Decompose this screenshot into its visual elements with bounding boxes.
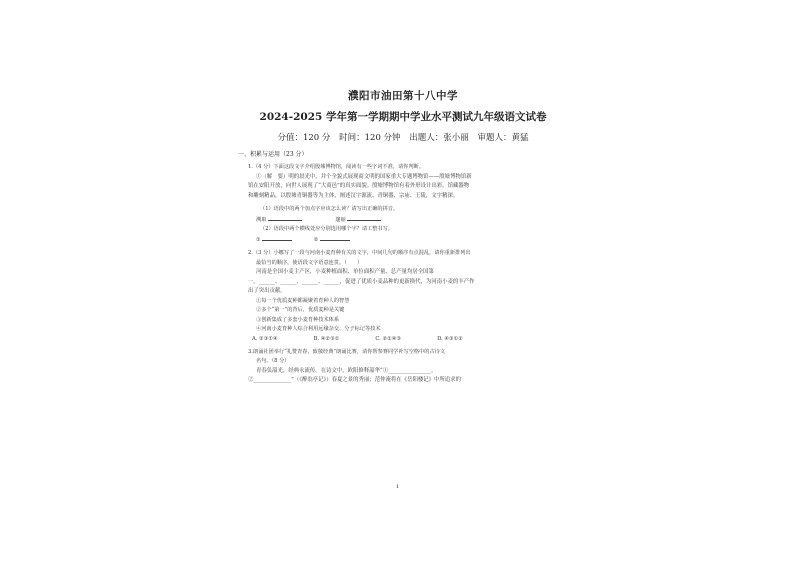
q1-para-line: 和雕刻精品，以殷墟青铜器等为主体，阐述汉字源流、青铜器、宗庙、王陵，文字精深。 (248, 192, 459, 199)
q2-para-line: 河南是全国小麦主产区，小麦种植面积、单位面积产量、总产量均居全国第 (256, 269, 434, 275)
q1-sub2: （2）语段中两个横线处应分别选用哪个字？请工整书写。 (260, 226, 393, 232)
q2-para-line: 出了突出贡献。 (248, 288, 286, 294)
option-b[interactable]: B. ④②③① (313, 335, 340, 342)
answer-label: ② (313, 236, 319, 243)
answer-label: ① (256, 236, 261, 243)
q2-para-line: 一。______、______、______、______，促进了优质小麦品种的更新换代，为河南小麦的丰产作 (248, 278, 475, 285)
reviewer-info: 审题人：黄猛 (477, 133, 529, 143)
q1-sub1-answers (248, 215, 558, 226)
answer-label: 溯取 (256, 216, 267, 223)
q2-item: ④河南小麦育种人综合利用远缘杂交、分子标记等技术 (256, 326, 381, 332)
answer-label: 邃丽 (335, 216, 346, 223)
q2-item: ①每一个优质麦种都凝聚着育种人的智慧 (256, 297, 350, 304)
answer-blank[interactable] (262, 235, 292, 241)
q3-stem-line: 3.朗诵社团举行“礼赞青春，致敬经典”朗诵比赛，请你帮参赛同学补写空格中的古诗文 (248, 348, 446, 355)
q1-para-line: ①（解 要）明的晨光中，并个全貌式展现商文明的国家重大专题博物馆——殷墟博物馆新 (256, 173, 472, 180)
q2-item: ③创新集成了多套小麦育种技术体系 (256, 316, 340, 323)
q2-options (248, 335, 558, 344)
option-d[interactable]: D. ④③①② (437, 335, 463, 342)
q1-sub1: （1）语段中的两个加点字应该怎么读？请写出正确的拼音。 (260, 206, 399, 212)
option-a[interactable]: A. ②③①④ (252, 335, 278, 342)
page-number: 1 (396, 484, 400, 490)
option-c[interactable]: C. ②①④③ (375, 335, 402, 342)
exam-title: 2024-2025 学年第一学期期中学业水平测试九年级语文试卷 (259, 111, 547, 123)
time-info: 时间：120 分钟 (339, 133, 401, 143)
score-info: 分值：120 分 (277, 133, 331, 143)
q2-stem-line: 2.（3 分）小娜写了一段与河南小麦育种有关的文字，中间几句的顺序有点混乱，请你重新排列出 (248, 250, 471, 256)
answer-blank[interactable] (320, 235, 350, 241)
q2-stem-line: 最恰当的顺序，使语段文字语意连贯。（ ） (256, 259, 363, 266)
exam-meta (248, 131, 558, 143)
q1-sub2-answers (248, 235, 558, 246)
answer-blank[interactable] (268, 215, 302, 221)
q3-para-line: 青春负韶光，经典永流传。在诗文中，欧阳修释韶华“①________________。 (256, 367, 437, 374)
q3-para-line: ②______________”（《醉翁亭记》）春夏之景的秀丽；范仲淹将在《岳阳楼记》中所追求的 (248, 377, 461, 383)
exam-document (238, 88, 558, 386)
q3-stem-line: 名句。（8 分） (256, 358, 290, 364)
school-title: 濮阳市油田第十八中学 (348, 90, 458, 102)
q2-item: ②多个“第一”的背后，优质麦种是关键 (256, 307, 345, 313)
q1-para-line: 馆在安阳开放，向世人展现了“大商邑”的真实面貌。殷墟博物馆有着外形设计出彩，馆藏器物 (248, 183, 470, 189)
answer-blank[interactable] (347, 215, 381, 221)
section-heading: 一、积累与运用（23 分） (238, 151, 308, 158)
q1-stem: 1.（4 分）下面这段文字介绍殷墟博物馆，阅读有一些字词不准，请你判断。 (248, 164, 424, 170)
author-info: 出题人：张小丽 (409, 133, 469, 143)
